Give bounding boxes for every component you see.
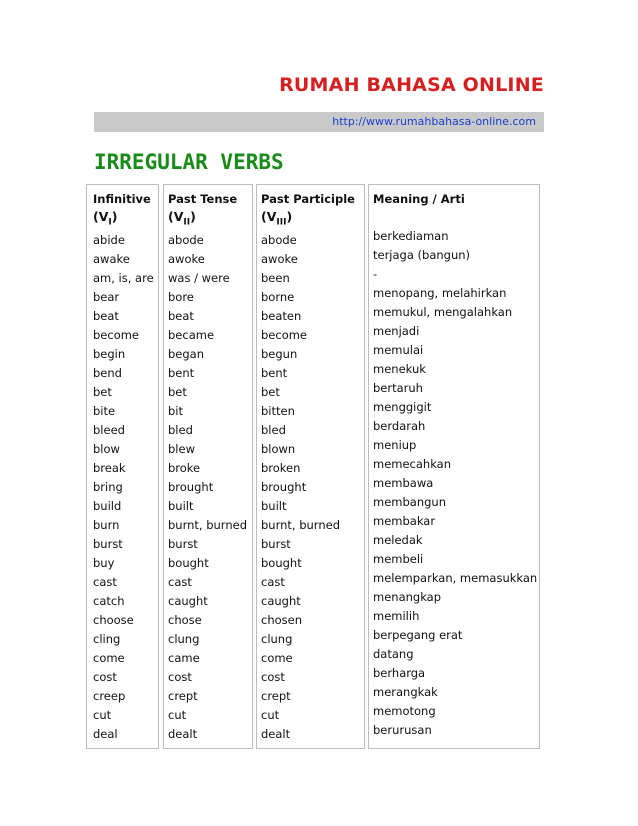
past-tense-cell: came bbox=[168, 651, 200, 665]
site-url-link[interactable]: http://www.rumahbahasa-online.com bbox=[332, 115, 536, 128]
past-participle-cell: cast bbox=[261, 575, 285, 589]
meaning-cell: menopang, melahirkan bbox=[373, 286, 507, 300]
symbol-base: (V bbox=[93, 209, 109, 224]
meaning-cell: - bbox=[373, 267, 378, 281]
past-tense-cell: crept bbox=[168, 689, 198, 703]
past-tense-cell: began bbox=[168, 347, 205, 361]
past-participle-cell: bitten bbox=[261, 404, 295, 418]
past-tense-cell: cost bbox=[168, 670, 192, 684]
infinitive-cell: catch bbox=[93, 594, 125, 608]
infinitive-cell: abide bbox=[93, 233, 125, 247]
symbol-close: ) bbox=[111, 209, 118, 224]
meaning-cell: meledak bbox=[373, 533, 423, 547]
meaning-cell: berkediaman bbox=[373, 229, 449, 243]
past-participle-cell: burnt, burned bbox=[261, 518, 341, 532]
irregular-verbs-table bbox=[84, 184, 540, 749]
past-tense-cell: bought bbox=[168, 556, 209, 570]
infinitive-cell: choose bbox=[93, 613, 134, 627]
past-tense-cell: awoke bbox=[168, 252, 205, 266]
meaning-cell: melemparkan, memasukkan bbox=[373, 571, 538, 585]
past-participle-cell: broken bbox=[261, 461, 301, 475]
past-tense-cell: was / were bbox=[168, 271, 230, 285]
past-participle-cell: chosen bbox=[261, 613, 303, 627]
site-brand: RUMAH BAHASA ONLINE bbox=[279, 74, 544, 96]
symbol-base: (V bbox=[168, 209, 184, 224]
header-infinitive: Infinitive bbox=[93, 192, 151, 206]
infinitive-cell: deal bbox=[93, 727, 118, 741]
past-tense-cell: burst bbox=[168, 537, 198, 551]
meaning-cell: memecahkan bbox=[373, 457, 452, 471]
infinitive-cell: cling bbox=[93, 632, 121, 646]
meaning-cell: merangkak bbox=[373, 685, 438, 699]
past-participle-cell: come bbox=[261, 651, 293, 665]
infinitive-cell: beat bbox=[93, 309, 119, 323]
past-participle-cell: brought bbox=[261, 480, 307, 494]
past-participle-cell: dealt bbox=[261, 727, 291, 741]
past-tense-cell: built bbox=[168, 499, 194, 513]
past-participle-cell: bled bbox=[261, 423, 286, 437]
infinitive-cell: creep bbox=[93, 689, 126, 703]
infinitive-cell: burn bbox=[93, 518, 120, 532]
past-participle-cell: cut bbox=[261, 708, 280, 722]
header-verb-form-symbol bbox=[168, 209, 196, 228]
past-tense-cell: bet bbox=[168, 385, 187, 399]
past-participle-cell: become bbox=[261, 328, 308, 342]
symbol-base: (V bbox=[261, 209, 277, 224]
past-tense-cell: broke bbox=[168, 461, 201, 475]
past-tense-cell: beat bbox=[168, 309, 194, 323]
header-verb-form-symbol bbox=[93, 209, 117, 228]
page-title: IRREGULAR VERBS bbox=[94, 150, 284, 174]
infinitive-cell: cast bbox=[93, 575, 117, 589]
meaning-cell: menggigit bbox=[373, 400, 432, 414]
past-participle-cell: caught bbox=[261, 594, 301, 608]
symbol-close: ) bbox=[190, 209, 196, 224]
meaning-cell: berharga bbox=[373, 666, 426, 680]
meaning-cell: berpegang erat bbox=[373, 628, 463, 642]
infinitive-cell: buy bbox=[93, 556, 115, 570]
meaning-cell: memotong bbox=[373, 704, 436, 718]
infinitive-cell: blow bbox=[93, 442, 120, 456]
past-participle-cell: blown bbox=[261, 442, 296, 456]
meaning-cell: membangun bbox=[373, 495, 446, 509]
header-verb-form-symbol bbox=[261, 209, 292, 228]
past-participle-cell: abode bbox=[261, 233, 297, 247]
header-past-tense: Past Tense bbox=[168, 192, 238, 206]
past-tense-cell: caught bbox=[168, 594, 208, 608]
past-tense-cell: bent bbox=[168, 366, 195, 380]
past-tense-cell: brought bbox=[168, 480, 214, 494]
past-participle-cell: burst bbox=[261, 537, 291, 551]
past-participle-cell: awoke bbox=[261, 252, 298, 266]
meaning-cell: memukul, mengalahkan bbox=[373, 305, 513, 319]
infinitive-cell: build bbox=[93, 499, 122, 513]
infinitive-cell: bleed bbox=[93, 423, 125, 437]
infinitive-cell: bear bbox=[93, 290, 120, 304]
infinitive-cell: bring bbox=[93, 480, 123, 494]
infinitive-cell: bet bbox=[93, 385, 112, 399]
past-tense-cell: cast bbox=[168, 575, 192, 589]
past-participle-cell: bent bbox=[261, 366, 288, 380]
infinitive-cell: am, is, are bbox=[93, 271, 154, 285]
past-participle-cell: bought bbox=[261, 556, 302, 570]
past-tense-cell: dealt bbox=[168, 727, 198, 741]
past-tense-cell: blew bbox=[168, 442, 195, 456]
symbol-subscript: II bbox=[183, 217, 191, 228]
meaning-cell: berurusan bbox=[373, 723, 432, 737]
meaning-cell: memilih bbox=[373, 609, 420, 623]
infinitive-cell: cost bbox=[93, 670, 117, 684]
meaning-cell: menjadi bbox=[373, 324, 420, 338]
meaning-cell: membawa bbox=[373, 476, 434, 490]
meaning-cell: meniup bbox=[373, 438, 417, 452]
past-participle-cell: beaten bbox=[261, 309, 302, 323]
past-tense-cell: abode bbox=[168, 233, 204, 247]
past-tense-cell: chose bbox=[168, 613, 202, 627]
meaning-cell: membeli bbox=[373, 552, 424, 566]
meaning-cell: membakar bbox=[373, 514, 436, 528]
url-bar bbox=[94, 112, 544, 132]
past-participle-cell: crept bbox=[261, 689, 291, 703]
past-participle-cell: clung bbox=[261, 632, 293, 646]
meaning-cell: terjaga (bangun) bbox=[373, 248, 471, 262]
infinitive-cell: break bbox=[93, 461, 126, 475]
past-tense-cell: bled bbox=[168, 423, 193, 437]
infinitive-cell: bend bbox=[93, 366, 122, 380]
meaning-cell: menekuk bbox=[373, 362, 426, 376]
meaning-cell: berdarah bbox=[373, 419, 426, 433]
past-tense-cell: cut bbox=[168, 708, 187, 722]
past-participle-cell: cost bbox=[261, 670, 285, 684]
meaning-cell: bertaruh bbox=[373, 381, 423, 395]
past-participle-cell: begun bbox=[261, 347, 298, 361]
meaning-cell: menangkap bbox=[373, 590, 442, 604]
past-participle-cell: been bbox=[261, 271, 290, 285]
meaning-cell: datang bbox=[373, 647, 414, 661]
past-tense-cell: clung bbox=[168, 632, 200, 646]
header-past-participle: Past Participle bbox=[261, 192, 355, 206]
past-participle-cell: borne bbox=[261, 290, 295, 304]
past-tense-cell: bore bbox=[168, 290, 194, 304]
infinitive-cell: bite bbox=[93, 404, 116, 418]
symbol-subscript: I bbox=[108, 217, 112, 228]
infinitive-cell: begin bbox=[93, 347, 126, 361]
infinitive-cell: cut bbox=[93, 708, 112, 722]
infinitive-cell: burst bbox=[93, 537, 123, 551]
past-participle-cell: bet bbox=[261, 385, 280, 399]
symbol-close: ) bbox=[286, 209, 293, 224]
symbol-subscript: III bbox=[276, 217, 287, 228]
past-tense-cell: became bbox=[168, 328, 215, 342]
past-tense-cell: burnt, burned bbox=[168, 518, 248, 532]
infinitive-cell: become bbox=[93, 328, 140, 342]
meaning-cell: memulai bbox=[373, 343, 424, 357]
infinitive-cell: come bbox=[93, 651, 125, 665]
past-tense-cell: bit bbox=[168, 404, 184, 418]
past-participle-cell: built bbox=[261, 499, 287, 513]
infinitive-cell: awake bbox=[93, 252, 130, 266]
header-meaning: Meaning / Arti bbox=[373, 192, 465, 206]
